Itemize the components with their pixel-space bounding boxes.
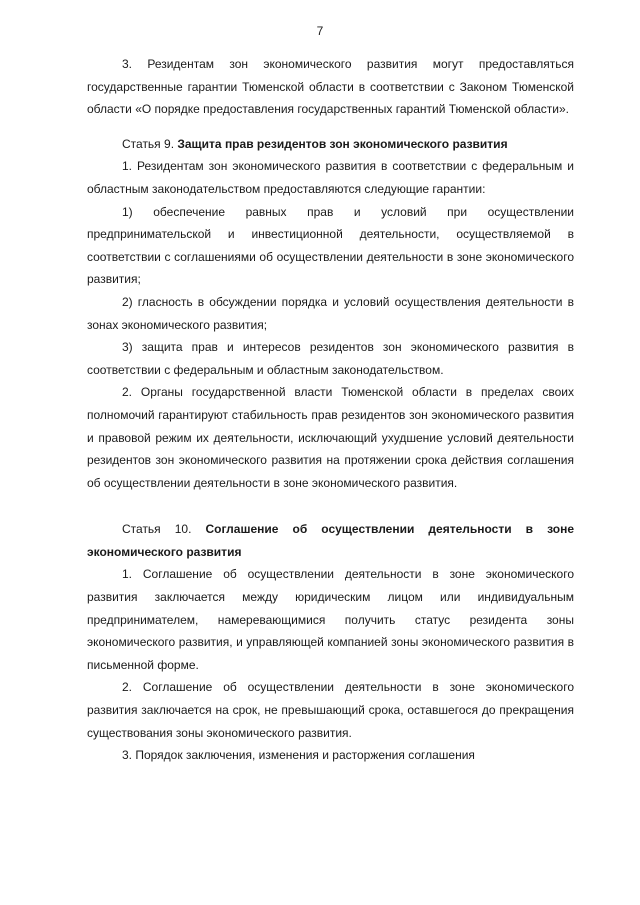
article9-paragraph-2: 2. Органы государственной власти Тюменской области в пределах своих полномочий гарантируют стабильность прав резидентов зон экономического развития и правовой режим их деятельности, исключающий ухудшение условий деятельности резидентов зон экономического развития на протяжении срока действия соглашения об осуществлении деятельности в зоне экономического развития. <box>87 385 574 490</box>
article9-item-3: 3) защита прав и интересов резидентов зон экономического развития в соответствии с федеральным и областным законодательством. <box>87 340 574 377</box>
article9-paragraph-1: 1. Резидентам зон экономического развития в соответствии с федеральным и областным законодательством предоставляются следующие гарантии: <box>87 159 574 196</box>
article10-paragraph-1: 1. Соглашение об осуществлении деятельности в зоне экономического развития заключается между юридическим лицом или индивидуальным предпринимателем, намеревающимися получить статус резидента зоны экономического развития, и управляющей компанией зоны экономического развития в письменной форме. <box>87 567 574 672</box>
article9-item-1: 1) обеспечение равных прав и условий при осуществлении предпринимательской и инвестиционной деятельности, осуществляемой в соответствии с соглашениями об осуществлении деятельности в зоне экономического развития; <box>87 204 574 287</box>
article9-item-2: 2) гласность в обсуждении порядка и условий осуществления деятельности в зонах экономического развития; <box>87 294 574 332</box>
page-number: 7 <box>316 24 324 38</box>
article8-paragraph-3: 3. Резидентам зон экономического развития могут предоставляться государственные гарантии Тюменской области в соответствии с Законом Тюменской области «О порядке предоставления государственных гарантий Тюменской области». <box>87 57 574 117</box>
article9-prefix: Статья 9. <box>122 136 178 151</box>
article10-heading <box>87 518 574 563</box>
article10-paragraph-3: 3. Порядок заключения, изменения и расторжения соглашения <box>122 748 475 763</box>
article9-title: Защита прав резидентов зон экономического развития <box>177 136 508 151</box>
article9-heading <box>87 133 574 156</box>
article10-paragraph-2: 2. Соглашение об осуществлении деятельности в зоне экономического развития заключается на срок, не превышающий срока, оставшегося до прекращения существования зоны экономического развития. <box>87 680 574 740</box>
article10-title: Соглашение об осуществлении деятельности в зоне экономического развития <box>87 522 574 559</box>
document-body <box>87 53 574 767</box>
article10-prefix: Статья 10. <box>122 522 206 537</box>
